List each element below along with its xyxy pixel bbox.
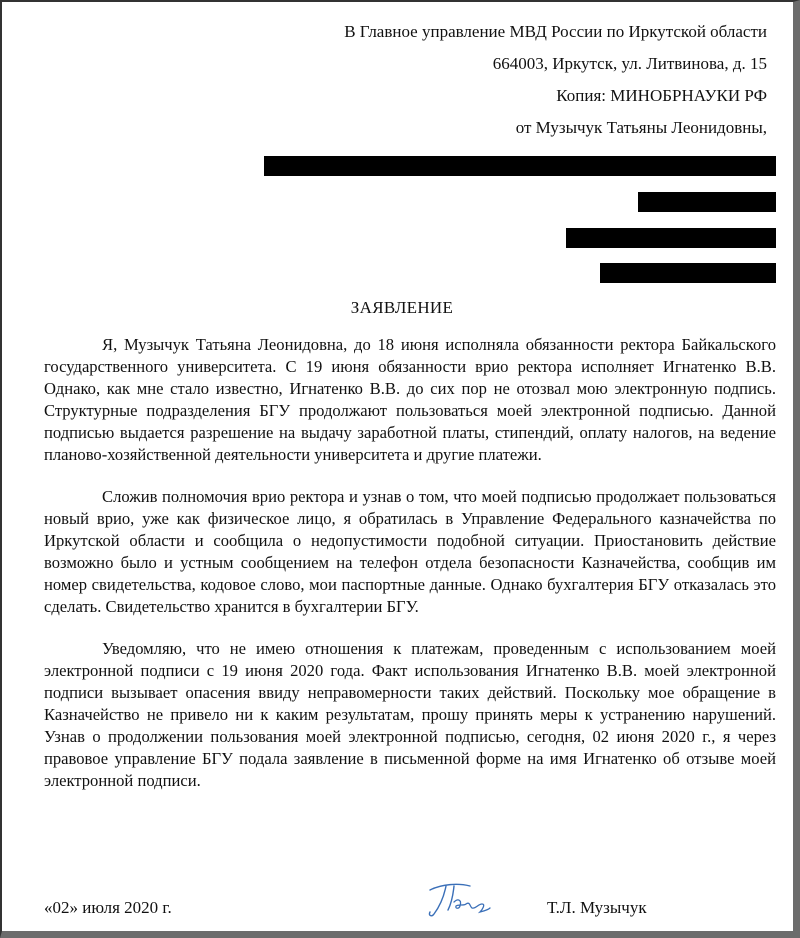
redaction-bar-4 xyxy=(600,263,776,283)
redaction-bar-3 xyxy=(566,228,776,248)
sender-line: от Музычук Татьяны Леонидовны, xyxy=(515,118,767,137)
redaction-bar-2 xyxy=(638,192,776,212)
addressee-line-1: В Главное управление МВД России по Иркутской области xyxy=(344,22,767,41)
document-title: ЗАЯВЛЕНИЕ xyxy=(350,298,454,317)
copy-recipient: Копия: МИНОБРНАУКИ РФ xyxy=(556,86,767,105)
handwritten-signature xyxy=(424,880,496,922)
addressee-address: 664003, Иркутск, ул. Литвинова, д. 15 xyxy=(492,54,767,73)
paragraph-2: Сложив полномочия врио ректора и узнав о том, что моей подписью продолжает пользоваться новый врио, уже как физическое лицо, я обратилась в Управление Федерального казначейства по Иркутской области и сообщила о недопустимости подобной ситуации. Приостановить действие возможно было и устным сообщением на телефон отдела безопасности Казначейства, сообщив им номер свидетельства, кодовое слово, мои паспортные данные. Однако бухгалтерия БГУ отказалась это сделать. Свидетельство хранится в бухгалтерии БГУ. xyxy=(44,487,776,616)
addressee-block xyxy=(344,20,767,148)
paragraph-1: Я, Музычук Татьяна Леонидовна, до 18 июня исполняла обязанности ректора Байкальского государственного университета. С 19 июня обязанности врио ректора исполняет Игнатенко В.В. Однако, как мне стало известно, Игнатенко В.В. до сих пор не отозвал мою электронную подпись. Структурные подразделения БГУ продолжают пользоваться моей электронной подписью. Данной подписью выдается разрешение на выдачу заработной платы, стипендий, оплату налогов, на ведение планово-хозяйственной деятельности университета и другие платежи. xyxy=(44,335,776,464)
redaction-bar-1 xyxy=(264,156,776,176)
paragraph-3: Уведомляю, что не имею отношения к платежам, проведенным с использованием моей электронной подписи с 19 июня 2020 года. Факт использования Игнатенко В.В. моей электронной подписи вызывает опасения ввиду неправомерности таких действий. Поскольку мое обращение в Казначейство не привело ни к каким результатам, прошу принять меры к устранению нарушений. Узнав о продолжении пользования моей электронной подписью, сегодня, 02 июня 2020 г., я через правовое управление БГУ подала заявление в письменной форме на имя Игнатенко об отзыве моей электронной подписи. xyxy=(44,639,776,790)
document-date: «02» июля 2020 г. xyxy=(44,898,172,917)
statement-body xyxy=(44,334,776,812)
signer-name: Т.Л. Музычук xyxy=(547,898,647,917)
